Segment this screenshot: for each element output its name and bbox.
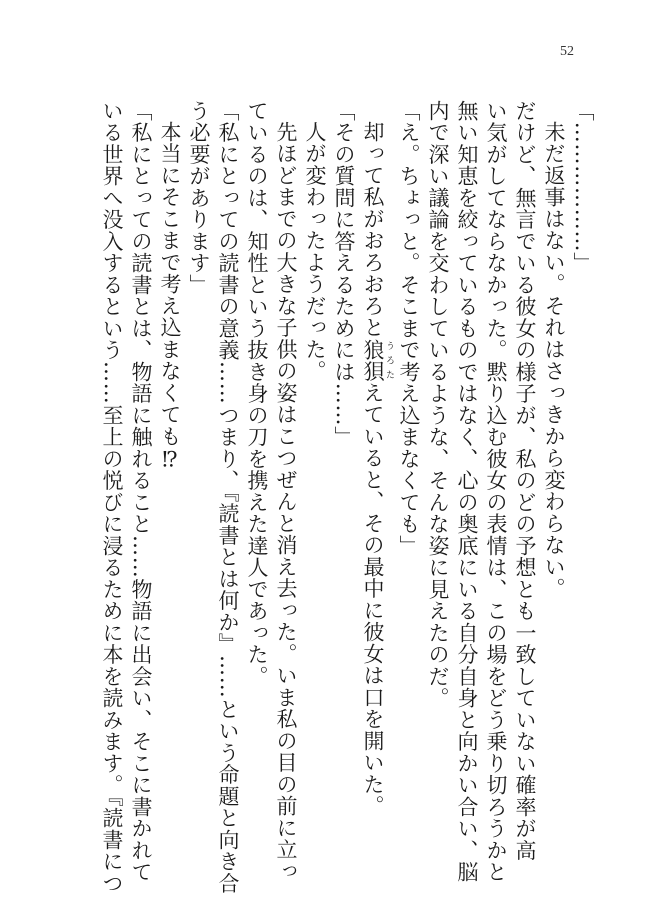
text-line-with-ruby (358, 100, 394, 820)
page-number: 52 (560, 44, 574, 59)
text-line: 無い知恵を絞っているものではなく、心の奥底にいる自分自身と向かい合い、脳 (455, 100, 479, 883)
ruby-base: 狼狽 (361, 338, 385, 382)
text-line: 未だ返事はない。それはさっきから変わらない。 (542, 121, 566, 600)
text-segment: 却って私がおろおろと (361, 121, 385, 339)
text-line: いる世界へ没入するという……至上の悦びに浸るために本を読みます。『読書につ (100, 100, 124, 895)
text-line: ているのは、知性という抜き身の刀を携えた達人であった。 (245, 100, 269, 688)
text-line: 「………………」 (571, 100, 595, 274)
text-line: 内で深い議論を交わしているような、そんな姿に見えたのだ。 (426, 100, 450, 709)
text-segment: えていると、その最中に彼女は口を開いた。 (361, 382, 385, 817)
text-line: 本当にそこまで考え込まなくても⁉ (158, 121, 182, 472)
text-line: 「私にとっての読書とは、物語に触れること……物語に出会い、そこに書かれて (129, 100, 153, 883)
text-line: 人が変わったようだった。 (303, 121, 327, 382)
text-line: 「その質問に答えるためには……」 (332, 100, 356, 448)
body-text (97, 100, 597, 895)
text-line: 「え。ちょっと。そこまで考え込まなくても」 (397, 100, 421, 557)
text-line: 「私にとっての読書の意義……つまり、『読書とは何か』……という命題と向き合 (216, 100, 240, 895)
text-line: う必要があります」 (187, 100, 211, 296)
text-line: 先ほどまでの大きな子供の姿はこつぜんと消え去った。いま私の目の前に立っ (274, 121, 298, 883)
text-line: だけど、無言でいる彼女の様子が、私のどの予想とも一致していない確率が高 (513, 100, 537, 862)
ruby-reading: うろた (384, 338, 394, 382)
ruby-word (361, 338, 394, 383)
text-line: い気がしてならなかった。黙り込む彼女の表情は、この場をどう乗り切ろうかと (484, 100, 508, 883)
